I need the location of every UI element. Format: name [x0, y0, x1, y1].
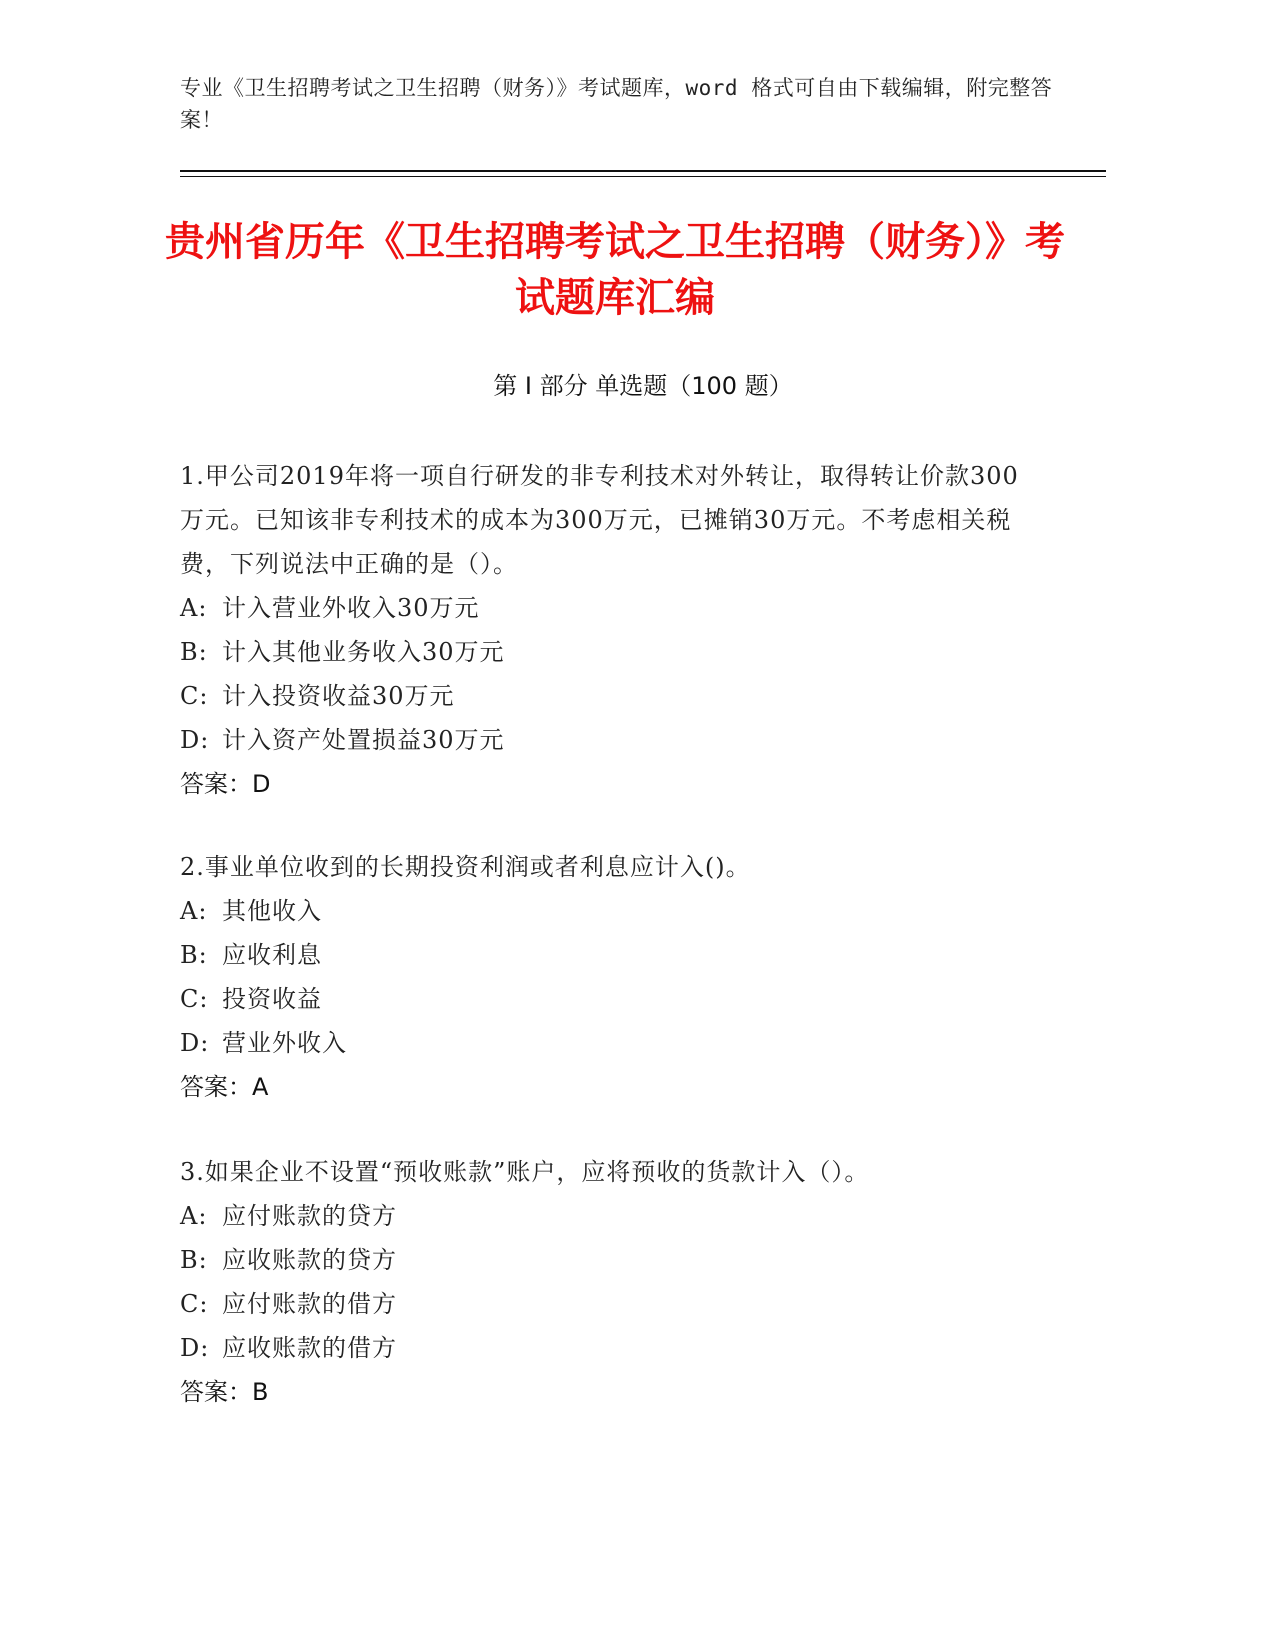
header-note: 专业《卫生招聘考试之卫生招聘（财务）》考试题库，word 格式可自由下载编辑，附完整答案！	[180, 76, 1053, 132]
option-text: 应收账款的贷方	[222, 1246, 397, 1274]
option-letter: A:	[180, 1202, 208, 1230]
option-b	[180, 933, 1040, 977]
answer-label: 答案：	[180, 1378, 252, 1406]
header-rule-thick	[180, 170, 1106, 172]
question-3	[180, 1150, 1040, 1414]
option-letter: D:	[180, 1029, 210, 1057]
document-title: 贵州省历年《卫生招聘考试之卫生招聘（财务）》考试题库汇编	[165, 219, 1065, 321]
section-title: 第 I 部分 单选题（100 题）	[493, 372, 793, 400]
option-letter: C:	[180, 985, 209, 1013]
option-text: 计入其他业务收入30万元	[222, 638, 505, 666]
option-d	[180, 1021, 1040, 1065]
answer-line	[180, 762, 1040, 806]
option-text: 应付账款的贷方	[222, 1202, 397, 1230]
option-text: 其他收入	[222, 897, 322, 925]
option-letter: D:	[180, 1334, 210, 1362]
header-rule-thin	[180, 176, 1106, 177]
question-stem: 3.如果企业不设置“预收账款”账户，应将预收的货款计入（）。	[180, 1158, 870, 1186]
option-a	[180, 586, 1040, 630]
option-letter: C:	[180, 682, 209, 710]
answer-label: 答案：	[180, 1073, 252, 1101]
option-text: 应收账款的借方	[222, 1334, 397, 1362]
option-letter: B:	[180, 941, 208, 969]
question-stem: 1.甲公司2019年将一项自行研发的非专利技术对外转让，取得转让价款300万元。已知该非专利技术的成本为300万元，已摊销30万元。不考虑相关税费，下列说法中正确的是（）。	[180, 462, 1019, 578]
answer-line	[180, 1370, 1040, 1414]
option-text: 营业外收入	[222, 1029, 347, 1057]
question-2	[180, 845, 1040, 1109]
option-c	[180, 674, 1040, 718]
option-text: 应收利息	[222, 941, 322, 969]
option-d	[180, 718, 1040, 762]
option-letter: B:	[180, 638, 208, 666]
option-text: 投资收益	[222, 985, 322, 1013]
question-stem: 2.事业单位收到的长期投资利润或者利息应计入()。	[180, 853, 751, 881]
answer-line	[180, 1065, 1040, 1109]
answer-value: B	[252, 1378, 269, 1406]
answer-label: 答案：	[180, 770, 252, 798]
option-text: 计入资产处置损益30万元	[222, 726, 505, 754]
option-letter: D:	[180, 726, 210, 754]
option-letter: A:	[180, 594, 208, 622]
option-letter: A:	[180, 897, 208, 925]
option-b	[180, 1238, 1040, 1282]
option-text: 计入投资收益30万元	[222, 682, 455, 710]
option-a	[180, 1194, 1040, 1238]
option-c	[180, 1282, 1040, 1326]
option-text: 计入营业外收入30万元	[222, 594, 480, 622]
option-a	[180, 889, 1040, 933]
option-letter: B:	[180, 1246, 208, 1274]
question-1	[180, 454, 1040, 806]
option-c	[180, 977, 1040, 1021]
answer-value: D	[252, 770, 271, 798]
option-text: 应付账款的借方	[222, 1290, 397, 1318]
answer-value: A	[252, 1073, 269, 1101]
option-letter: C:	[180, 1290, 209, 1318]
option-b	[180, 630, 1040, 674]
option-d	[180, 1326, 1040, 1370]
